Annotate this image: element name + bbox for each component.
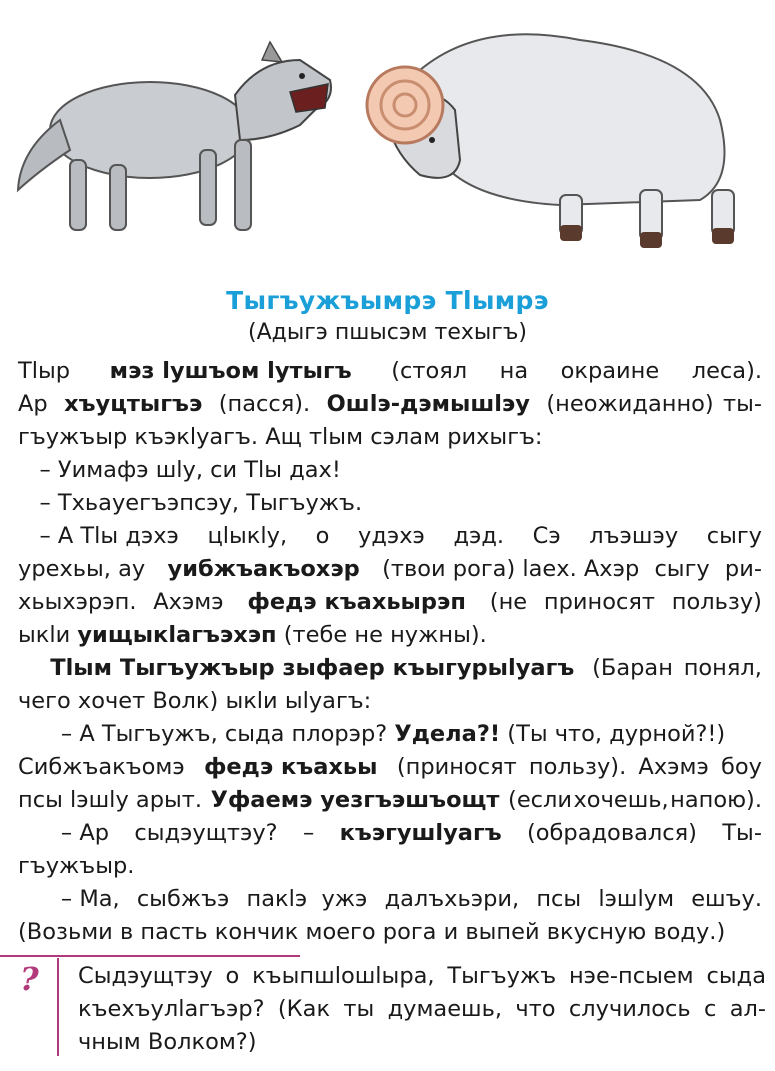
bold-phrase: Ошlэ-дэмышlэу <box>326 391 530 417</box>
text-span: (стоял <box>384 358 468 384</box>
text-span: Ахэмэ <box>153 589 231 615</box>
story-line <box>18 520 762 553</box>
text-span: Ты- <box>722 820 762 846</box>
text-span: (обрадовался) <box>527 820 697 846</box>
text-span: (твои рога) lаех. Ахэр <box>374 556 640 582</box>
story-line <box>18 619 762 652</box>
text-span: (Ты что, дурной?!) <box>500 721 726 747</box>
text-span: Ахэмэ <box>638 754 709 780</box>
text-span: ри- <box>724 556 762 582</box>
story-line <box>18 586 762 619</box>
text-span: (пасся). <box>211 391 318 417</box>
story-line <box>18 685 762 718</box>
bold-phrase: Тlым Тыгъужъыр зыфаер къыгурыlуагъ <box>50 655 575 681</box>
text-span: ты- <box>723 391 762 417</box>
text-span: хочешь, <box>573 787 669 813</box>
question-line: Сыдэущтэу о къыпшlошlыра, Тыгъужъ нэе-псыем сыда <box>78 963 766 989</box>
text-span: гъужъыр къэкlуагъ. Ащ тlым сэлам рихыгъ: <box>18 424 543 450</box>
question-vertical-rule <box>57 958 59 1056</box>
bold-phrase: федэ къахьырэп <box>247 589 466 615</box>
story-line <box>18 553 762 586</box>
text-span: (Возьми в пасть кончик моего рога и выпей вкусную воду.) <box>18 919 726 945</box>
story-line <box>18 355 762 388</box>
story-line <box>18 784 762 817</box>
text-span: – А Тlы дэхэ <box>18 523 179 549</box>
text-span <box>18 652 39 685</box>
text-span: (не <box>482 589 528 615</box>
bold-phrase: федэ къахьы <box>204 754 378 780</box>
wolf-and-ram-illustration <box>0 0 775 262</box>
text-span: далъхьэри, <box>384 886 520 912</box>
bold-phrase: мэз lушъом lутыгъ <box>109 358 352 384</box>
text-span: понял, <box>683 655 762 681</box>
text-span: сыгу <box>706 523 762 549</box>
text-span: гъужъыр. <box>18 853 135 879</box>
text-span: о <box>315 523 330 549</box>
text-span: хьыхэрэп. <box>18 589 137 615</box>
question-mark-icon: ? <box>20 960 39 998</box>
text-span: пользу) <box>671 589 762 615</box>
story-line <box>18 454 762 487</box>
text-span: приносят <box>543 589 655 615</box>
bold-phrase: Уфаемэ уезгъэшъощт <box>210 787 500 813</box>
story-title: Тыгъужъымрэ Тlымрэ <box>226 286 549 315</box>
story-line <box>18 388 762 421</box>
question-line: чным Волком?) <box>78 1029 257 1055</box>
text-span: на <box>499 358 529 384</box>
text-span: дэд. <box>453 523 505 549</box>
bold-phrase: Удела?! <box>394 721 501 747</box>
text-span: сыдэущтэу? <box>134 820 278 846</box>
text-span: удэхэ <box>358 523 425 549</box>
story-subtitle: (Адыгэ пшысэм техыгъ) <box>248 320 527 345</box>
text-span: боу <box>721 754 762 780</box>
story-line <box>18 718 762 751</box>
text-span: lэшlум <box>598 886 675 912</box>
text-span: чего хочет Волк) ыкlи ыlуагъ: <box>18 688 372 714</box>
text-span: напою). <box>670 787 762 813</box>
text-span: – Тхьауегъэпсэу, Тыгъужъ. <box>18 490 363 516</box>
text-span: сыбжъэ <box>136 886 230 912</box>
text-span: окраине <box>560 358 660 384</box>
text-span: – Ар <box>18 820 109 846</box>
text-span: Сэ <box>532 523 561 549</box>
text-span: – Ма, <box>18 886 120 912</box>
text-span: урехьы, ау <box>18 556 153 582</box>
text-span: псы <box>536 886 582 912</box>
text-span: пакlэ ужэ <box>246 886 368 912</box>
bold-phrase: хъуцтыгъэ <box>64 391 203 417</box>
text-span: (тебе не нужны). <box>276 622 487 648</box>
text-span: цlыкlу, <box>207 523 288 549</box>
story-line <box>18 817 762 850</box>
text-span: пользу). <box>528 754 627 780</box>
bold-phrase: къэгушlуагъ <box>339 820 502 846</box>
story-line <box>18 652 762 685</box>
text-span: – <box>302 820 315 846</box>
question-divider <box>0 955 300 957</box>
text-span: Ар <box>18 391 55 417</box>
story-line <box>18 487 762 520</box>
story-line <box>18 883 762 916</box>
text-span: ешъу. <box>691 886 762 912</box>
text-span: сыгу <box>654 556 710 582</box>
bold-phrase: уибжъакъохэр <box>167 556 360 582</box>
text-span: (Баран <box>585 655 673 681</box>
story-line <box>18 751 762 784</box>
text-span: ыкlи <box>18 622 78 648</box>
story-line <box>18 916 762 949</box>
text-span: Сибжъакъомэ <box>18 754 192 780</box>
text-span: (неожиданно) <box>539 391 714 417</box>
story-line <box>18 850 762 883</box>
story-line <box>18 421 762 454</box>
text-span: Тlыр <box>18 358 78 384</box>
wolf-image <box>18 42 331 230</box>
text-span: псы lэшlу арыт. <box>18 787 210 813</box>
text-span: (приносят <box>389 754 517 780</box>
question-line: къехъулlагъэр? (Как ты думаешь, что случилось с ал- <box>78 996 766 1022</box>
text-span: – Уимафэ шlу, си Тlы дах! <box>18 457 341 483</box>
text-span: лъэшэу <box>589 523 679 549</box>
text-span: (если <box>500 787 573 813</box>
bold-phrase: уищыкlагъэхэп <box>77 622 277 648</box>
text-span: – А Тыгъужъ, сыда плорэр? <box>18 721 395 747</box>
ram-image <box>367 34 734 248</box>
text-span: леса). <box>691 358 762 384</box>
